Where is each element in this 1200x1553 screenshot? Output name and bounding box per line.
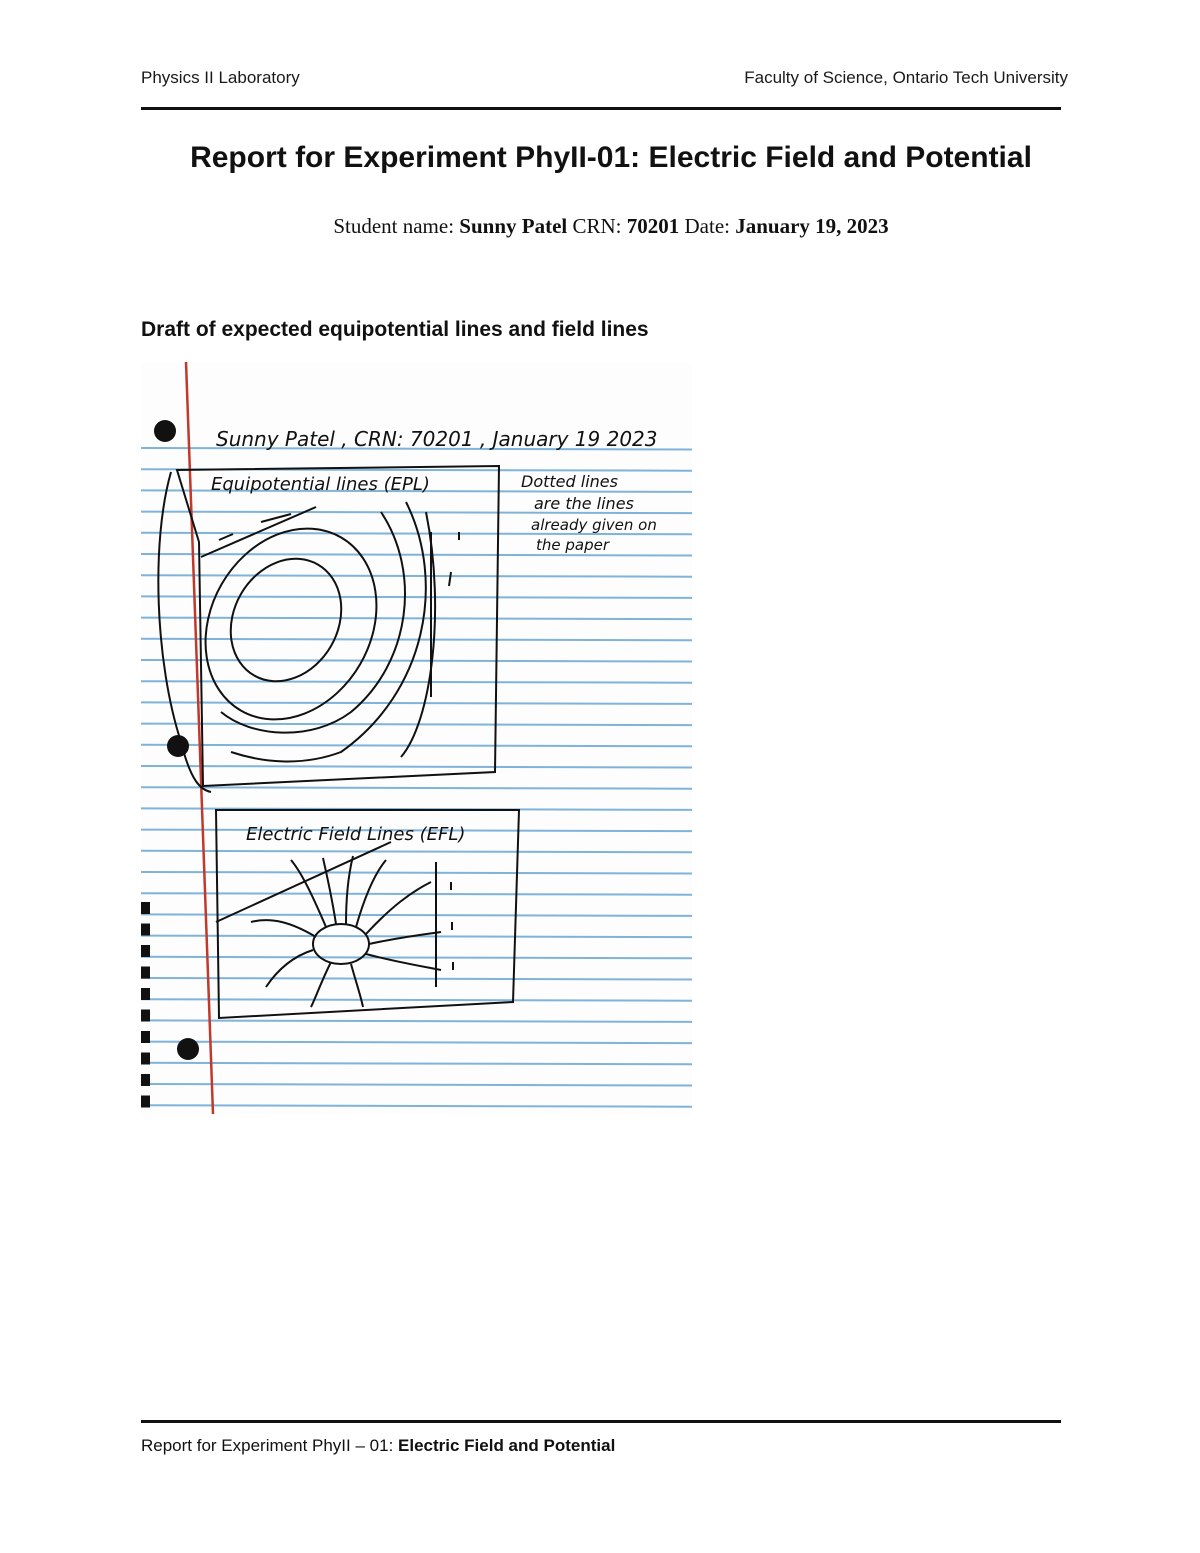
student-info-line (141, 214, 1081, 239)
spiral-mark (141, 1053, 150, 1065)
student-name-label: Student name: (333, 214, 455, 238)
student-name-value: Sunny Patel (459, 214, 568, 238)
crn-value: 70201 (626, 214, 680, 238)
svg-text:are the lines: are the lines (534, 494, 634, 513)
header-rule (141, 107, 1061, 110)
punch-hole (154, 420, 176, 442)
date-label: Date: (684, 214, 730, 238)
punch-hole (177, 1038, 199, 1060)
scan-header-note: Sunny Patel , CRN: 70201 , January 19 2023 (216, 427, 658, 451)
spiral-mark (141, 1031, 150, 1043)
spiral-mark (141, 1096, 150, 1108)
spiral-mark (141, 924, 150, 936)
date-value: January 19, 2023 (735, 214, 889, 238)
spiral-mark (141, 967, 150, 979)
footer-rule (141, 1420, 1061, 1423)
spiral-mark (141, 945, 150, 957)
svg-text:Dotted lines: Dotted lines (521, 472, 618, 491)
spiral-mark (141, 988, 150, 1000)
footer-bold-title: Electric Field and Potential (398, 1436, 616, 1455)
svg-text:the paper: the paper (536, 536, 610, 554)
spiral-mark (141, 1074, 150, 1086)
header-course: Physics II Laboratory (141, 68, 300, 87)
punch-hole (167, 735, 189, 757)
report-title: Report for Experiment PhyII-01: Electric Field and Potential (190, 141, 1032, 174)
box1-label: Equipotential lines (EPL) (211, 474, 430, 495)
spiral-mark (141, 902, 150, 914)
box2-label: Electric Field Lines (EFL) (246, 824, 466, 845)
footer-prefix: Report for Experiment PhyII – 01: (141, 1436, 399, 1455)
crn-label: CRN: (572, 214, 622, 238)
section-heading: Draft of expected equipotential lines and field lines (141, 318, 649, 341)
header-faculty: Faculty of Science, Ontario Tech University (744, 68, 1068, 87)
svg-text:already given on: already given on (531, 516, 657, 534)
page-footer (141, 1436, 615, 1456)
notebook-scan-image (141, 362, 692, 1114)
spiral-mark (141, 1010, 150, 1022)
notebook-drawing (141, 362, 692, 1114)
